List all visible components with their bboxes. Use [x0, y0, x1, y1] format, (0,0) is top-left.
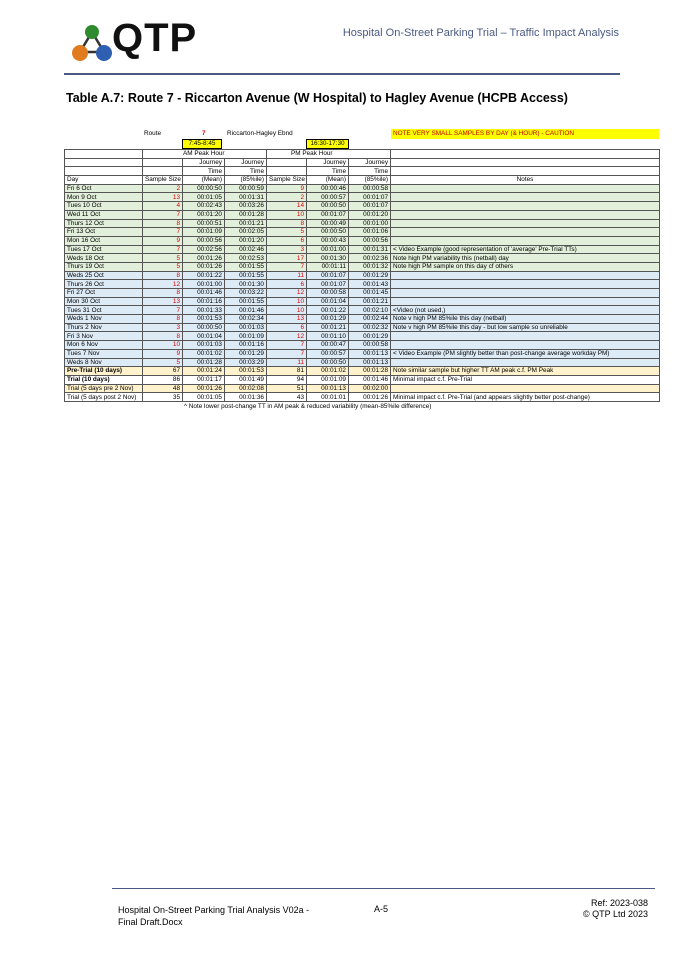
- footer-copyright: © QTP Ltd 2023: [582, 909, 648, 919]
- row-am-85ile: 00:01:46: [225, 306, 267, 315]
- row-am-sample-size: 3: [143, 323, 183, 332]
- footer-document-name: Hospital On-Street Parking Trial Analysis V02a - Final Draft.Docx: [118, 905, 310, 927]
- row-am-sample-size: 9: [143, 349, 183, 358]
- am-time-window: 7:45-8:45: [182, 139, 222, 149]
- row-notes: < Video Example (good representation of 'average' Pre-Trial TTs): [391, 245, 660, 254]
- row-am-85ile: 00:01:21: [225, 219, 267, 228]
- row-am-mean: 00:00:50: [183, 184, 225, 193]
- row-pm-mean: 00:00:58: [307, 289, 349, 298]
- column-header-row-2: [65, 167, 660, 176]
- table-row: [65, 245, 660, 254]
- table-row: [65, 332, 660, 341]
- row-day: Pre-Trial (10 days): [65, 367, 143, 376]
- row-am-85ile: 00:02:05: [225, 228, 267, 237]
- row-notes: [391, 193, 660, 202]
- table-row: [65, 262, 660, 271]
- table-row: [65, 228, 660, 237]
- row-am-mean: 00:01:05: [183, 393, 225, 402]
- row-notes: [391, 280, 660, 289]
- row-day: Fri 6 Oct: [65, 184, 143, 193]
- header-day: Day: [65, 176, 143, 185]
- row-am-85ile: 00:01:30: [225, 280, 267, 289]
- row-pm-85ile: 00:00:58: [349, 184, 391, 193]
- row-pm-sample-size: 13: [267, 315, 307, 324]
- header-am-mean: (Mean): [183, 176, 225, 185]
- row-pm-85ile: 00:00:56: [349, 236, 391, 245]
- row-am-sample-size: 8: [143, 332, 183, 341]
- row-pm-mean: 00:01:09: [307, 375, 349, 384]
- row-pm-mean: 00:00:47: [307, 341, 349, 350]
- row-pm-mean: 00:00:57: [307, 193, 349, 202]
- row-notes: <Video (not used,): [391, 306, 660, 315]
- row-pm-sample-size: 10: [267, 210, 307, 219]
- table-row: [65, 349, 660, 358]
- row-pm-85ile: 00:01:00: [349, 219, 391, 228]
- row-pm-sample-size: 94: [267, 375, 307, 384]
- row-am-85ile: 00:03:29: [225, 358, 267, 367]
- row-notes: [391, 210, 660, 219]
- row-pm-85ile: 00:01:32: [349, 262, 391, 271]
- row-pm-mean: 00:01:11: [307, 262, 349, 271]
- row-notes: Minimal impact c.f. Pre-Trial (and appears slightly better post-change): [391, 393, 660, 402]
- row-am-sample-size: 67: [143, 367, 183, 376]
- row-day: Mon 16 Oct: [65, 236, 143, 245]
- table-row: [65, 202, 660, 211]
- row-pm-sample-size: 11: [267, 358, 307, 367]
- row-pm-sample-size: 7: [267, 341, 307, 350]
- row-notes: [391, 271, 660, 280]
- row-day: Thurs 2 Nov: [65, 323, 143, 332]
- pm-time-window: 16:30-17:30: [306, 139, 349, 149]
- row-am-mean: 00:01:17: [183, 375, 225, 384]
- row-am-sample-size: 35: [143, 393, 183, 402]
- row-am-mean: 00:01:20: [183, 210, 225, 219]
- column-header-row-1: [65, 158, 660, 167]
- row-pm-sample-size: 6: [267, 236, 307, 245]
- header-time: Time: [349, 167, 391, 176]
- header-journey: Journey: [349, 158, 391, 167]
- table-row: [65, 280, 660, 289]
- row-pm-sample-size: 10: [267, 297, 307, 306]
- pm-peak-header: PM Peak Hour: [267, 150, 391, 159]
- row-pm-sample-size: 6: [267, 280, 307, 289]
- row-am-mean: 00:01:03: [183, 341, 225, 350]
- row-am-mean: 00:01:26: [183, 254, 225, 263]
- row-notes: [391, 332, 660, 341]
- row-pm-85ile: 00:01:07: [349, 193, 391, 202]
- row-pm-sample-size: 81: [267, 367, 307, 376]
- row-am-85ile: 00:03:26: [225, 202, 267, 211]
- header-pm-sample-size: Sample Size: [267, 176, 307, 185]
- row-pm-85ile: 00:01:13: [349, 349, 391, 358]
- row-pm-sample-size: 2: [267, 193, 307, 202]
- row-am-85ile: 00:01:29: [225, 349, 267, 358]
- row-am-85ile: 00:01:20: [225, 236, 267, 245]
- row-pm-sample-size: 9: [267, 184, 307, 193]
- table-row: [65, 315, 660, 324]
- row-pm-85ile: 00:01:07: [349, 202, 391, 211]
- row-notes: Minimal impact c.f. Pre-Trial: [391, 375, 660, 384]
- row-pm-85ile: 00:01:28: [349, 367, 391, 376]
- row-pm-mean: 00:01:29: [307, 315, 349, 324]
- row-pm-85ile: 00:01:13: [349, 358, 391, 367]
- row-am-sample-size: 7: [143, 306, 183, 315]
- row-day: Fri 27 Oct: [65, 289, 143, 298]
- row-day: Trial (5 days post 2 Nov): [65, 393, 143, 402]
- table-row: [65, 184, 660, 193]
- row-am-mean: 00:00:51: [183, 219, 225, 228]
- row-day: Weds 25 Oct: [65, 271, 143, 280]
- row-day: Tues 7 Nov: [65, 349, 143, 358]
- row-pm-sample-size: 7: [267, 349, 307, 358]
- row-day: Trial (5 days pre 2 Nov): [65, 384, 143, 393]
- route-number: 7: [202, 130, 206, 137]
- table-row: [65, 236, 660, 245]
- table-row: [65, 210, 660, 219]
- row-pm-sample-size: 51: [267, 384, 307, 393]
- footer-reference: [583, 898, 648, 920]
- row-am-85ile: 00:01:53: [225, 367, 267, 376]
- row-am-85ile: 00:01:09: [225, 332, 267, 341]
- row-pm-mean: 00:01:07: [307, 210, 349, 219]
- row-am-85ile: 00:01:31: [225, 193, 267, 202]
- row-am-sample-size: 9: [143, 236, 183, 245]
- row-am-mean: 00:01:53: [183, 315, 225, 324]
- row-am-85ile: 00:01:49: [225, 375, 267, 384]
- row-am-mean: 00:01:26: [183, 262, 225, 271]
- row-pm-mean: 00:00:50: [307, 358, 349, 367]
- row-pm-mean: 00:01:22: [307, 306, 349, 315]
- row-notes: [391, 236, 660, 245]
- row-day: Weds 8 Nov: [65, 358, 143, 367]
- row-pm-85ile: 00:01:21: [349, 297, 391, 306]
- row-pm-mean: 00:01:04: [307, 297, 349, 306]
- period-header-row: [65, 150, 660, 159]
- caution-note: NOTE VERY SMALL SAMPLES BY DAY (& HOUR) - CAUTION: [391, 129, 659, 139]
- row-pm-mean: 00:01:13: [307, 384, 349, 393]
- row-day: Fri 3 Nov: [65, 332, 143, 341]
- route-label: Route: [144, 130, 162, 137]
- footer-page-number: A-5: [374, 904, 389, 914]
- footer-divider: [112, 888, 655, 889]
- row-day: Weds 1 Nov: [65, 315, 143, 324]
- header-journey: Journey: [225, 158, 267, 167]
- row-notes: < Video Example (PM slightly better than post-change average workday PM): [391, 349, 660, 358]
- journey-time-table: [64, 149, 660, 402]
- table-row: [65, 219, 660, 228]
- row-am-sample-size: 5: [143, 358, 183, 367]
- row-pm-mean: 00:00:50: [307, 202, 349, 211]
- row-day: Fri 13 Oct: [65, 228, 143, 237]
- table-title: Table A.7: Route 7 - Riccarton Avenue (W Hospital) to Hagley Avenue (HCPB Access): [66, 91, 568, 105]
- row-am-mean: 00:01:04: [183, 332, 225, 341]
- table-row: [65, 367, 660, 376]
- row-pm-mean: 00:01:10: [307, 332, 349, 341]
- row-notes: [391, 289, 660, 298]
- row-am-sample-size: 13: [143, 297, 183, 306]
- row-am-85ile: 00:01:55: [225, 297, 267, 306]
- row-notes: [391, 228, 660, 237]
- row-am-mean: 00:01:33: [183, 306, 225, 315]
- row-am-sample-size: 48: [143, 384, 183, 393]
- header-am-sample-size: Sample Size: [143, 176, 183, 185]
- row-day: Tues 31 Oct: [65, 306, 143, 315]
- row-day: Thurs 19 Oct: [65, 262, 143, 271]
- row-pm-sample-size: 12: [267, 289, 307, 298]
- header-time: Time: [307, 167, 349, 176]
- table-row: [65, 254, 660, 263]
- row-pm-sample-size: 5: [267, 228, 307, 237]
- row-day: Weds 18 Oct: [65, 254, 143, 263]
- row-am-sample-size: 86: [143, 375, 183, 384]
- row-pm-sample-size: 3: [267, 245, 307, 254]
- row-pm-mean: 00:01:00: [307, 245, 349, 254]
- row-notes: Note similar sample but higher TT AM peak c.f. PM Peak: [391, 367, 660, 376]
- row-am-85ile: 00:01:03: [225, 323, 267, 332]
- row-day: Tues 10 Oct: [65, 202, 143, 211]
- row-pm-85ile: 00:01:46: [349, 375, 391, 384]
- row-am-85ile: 00:02:08: [225, 384, 267, 393]
- header-time: Time: [225, 167, 267, 176]
- row-am-sample-size: 8: [143, 315, 183, 324]
- row-am-sample-size: 8: [143, 271, 183, 280]
- row-am-sample-size: 7: [143, 245, 183, 254]
- row-pm-85ile: 00:02:10: [349, 306, 391, 315]
- row-am-mean: 00:01:09: [183, 228, 225, 237]
- row-pm-85ile: 00:01:26: [349, 393, 391, 402]
- header-divider: [64, 73, 620, 75]
- row-pm-mean: 00:01:07: [307, 280, 349, 289]
- row-pm-mean: 00:01:21: [307, 323, 349, 332]
- row-pm-sample-size: 43: [267, 393, 307, 402]
- row-am-85ile: 00:01:55: [225, 262, 267, 271]
- header-pm-mean: (Mean): [307, 176, 349, 185]
- row-pm-mean: 00:00:43: [307, 236, 349, 245]
- row-notes: [391, 384, 660, 393]
- row-day: Trial (10 days): [65, 375, 143, 384]
- row-pm-mean: 00:01:30: [307, 254, 349, 263]
- row-notes: Note high PM sample on this day cf others: [391, 262, 660, 271]
- row-pm-sample-size: 8: [267, 219, 307, 228]
- row-notes: [391, 358, 660, 367]
- row-pm-mean: 00:00:46: [307, 184, 349, 193]
- header-journey: Journey: [183, 158, 225, 167]
- row-am-mean: 00:01:02: [183, 349, 225, 358]
- row-pm-sample-size: 11: [267, 271, 307, 280]
- row-pm-85ile: 00:01:29: [349, 332, 391, 341]
- table-row: [65, 289, 660, 298]
- route-row: [64, 129, 664, 139]
- table-row: [65, 341, 660, 350]
- row-pm-85ile: 00:02:00: [349, 384, 391, 393]
- row-am-mean: 00:01:28: [183, 358, 225, 367]
- row-notes: [391, 219, 660, 228]
- table-row: [65, 358, 660, 367]
- row-am-sample-size: 7: [143, 228, 183, 237]
- row-notes: [391, 202, 660, 211]
- row-pm-mean: 00:01:01: [307, 393, 349, 402]
- logo-text: QTP: [112, 16, 198, 60]
- row-notes: [391, 297, 660, 306]
- row-am-mean: 00:01:46: [183, 289, 225, 298]
- header-am-85ile: (85%ile): [225, 176, 267, 185]
- row-pm-sample-size: 17: [267, 254, 307, 263]
- row-am-sample-size: 10: [143, 341, 183, 350]
- table-row: [65, 306, 660, 315]
- row-am-85ile: 00:01:16: [225, 341, 267, 350]
- row-day: Thurs 26 Oct: [65, 280, 143, 289]
- row-day: Thurs 12 Oct: [65, 219, 143, 228]
- row-am-mean: 00:00:56: [183, 236, 225, 245]
- header-notes: Notes: [391, 176, 660, 185]
- row-notes: [391, 184, 660, 193]
- row-am-mean: 00:01:26: [183, 384, 225, 393]
- table-row: [65, 384, 660, 393]
- table-row: [65, 297, 660, 306]
- column-header-row-3: [65, 176, 660, 185]
- row-am-sample-size: 12: [143, 280, 183, 289]
- row-am-sample-size: 8: [143, 219, 183, 228]
- row-am-85ile: 00:03:22: [225, 289, 267, 298]
- row-am-85ile: 00:02:34: [225, 315, 267, 324]
- row-notes: [391, 341, 660, 350]
- row-am-mean: 00:01:22: [183, 271, 225, 280]
- row-am-sample-size: 4: [143, 202, 183, 211]
- row-am-sample-size: 5: [143, 254, 183, 263]
- row-am-85ile: 00:00:59: [225, 184, 267, 193]
- row-pm-sample-size: 14: [267, 202, 307, 211]
- row-pm-mean: 00:00:50: [307, 228, 349, 237]
- table-row: [65, 193, 660, 202]
- row-day: Mon 6 Nov: [65, 341, 143, 350]
- row-am-mean: 00:01:00: [183, 280, 225, 289]
- table-row: [65, 271, 660, 280]
- row-pm-mean: 00:01:02: [307, 367, 349, 376]
- row-pm-sample-size: 6: [267, 323, 307, 332]
- row-am-85ile: 00:01:36: [225, 393, 267, 402]
- row-pm-85ile: 00:02:36: [349, 254, 391, 263]
- row-am-mean: 00:01:05: [183, 193, 225, 202]
- row-am-mean: 00:01:16: [183, 297, 225, 306]
- row-am-sample-size: 7: [143, 210, 183, 219]
- route-name: Riccarton-Hagley Ebnd: [227, 130, 293, 137]
- row-am-mean: 00:02:43: [183, 202, 225, 211]
- data-sheet: [64, 129, 664, 410]
- row-day: Mon 30 Oct: [65, 297, 143, 306]
- row-notes: Note high PM variability this (netball) day: [391, 254, 660, 263]
- row-day: Wed 11 Oct: [65, 210, 143, 219]
- row-notes: Note v high PM 85%ile this day (netball): [391, 315, 660, 324]
- row-am-mean: 00:00:50: [183, 323, 225, 332]
- header-journey: Journey: [307, 158, 349, 167]
- row-am-85ile: 00:01:28: [225, 210, 267, 219]
- row-am-sample-size: 5: [143, 262, 183, 271]
- row-pm-85ile: 00:01:31: [349, 245, 391, 254]
- row-am-85ile: 00:02:53: [225, 254, 267, 263]
- table-row: [65, 323, 660, 332]
- row-pm-sample-size: 12: [267, 332, 307, 341]
- row-am-85ile: 00:01:55: [225, 271, 267, 280]
- row-pm-mean: 00:01:07: [307, 271, 349, 280]
- row-am-mean: 00:02:56: [183, 245, 225, 254]
- row-pm-mean: 00:00:57: [307, 349, 349, 358]
- header-pm-85ile: (85%ile): [349, 176, 391, 185]
- row-am-mean: 00:01:24: [183, 367, 225, 376]
- row-am-85ile: 00:02:46: [225, 245, 267, 254]
- row-pm-85ile: 00:02:44: [349, 315, 391, 324]
- time-window-row: [64, 139, 664, 149]
- table-row: [65, 375, 660, 384]
- row-pm-85ile: 00:00:58: [349, 341, 391, 350]
- footer-ref: Ref: 2023-038: [590, 898, 648, 908]
- row-am-sample-size: 13: [143, 193, 183, 202]
- row-pm-sample-size: 7: [267, 262, 307, 271]
- row-pm-85ile: 00:01:06: [349, 228, 391, 237]
- am-peak-header: AM Peak Hour: [143, 150, 267, 159]
- row-am-sample-size: 2: [143, 184, 183, 193]
- row-pm-85ile: 00:01:43: [349, 280, 391, 289]
- row-notes: Note v high PM 85%ile this day - but low sample so unreliable: [391, 323, 660, 332]
- row-pm-85ile: 00:02:32: [349, 323, 391, 332]
- header-time: Time: [183, 167, 225, 176]
- row-am-sample-size: 8: [143, 289, 183, 298]
- row-day: Mon 9 Oct: [65, 193, 143, 202]
- document-header-title: Hospital On-Street Parking Trial – Traffic Impact Analysis: [342, 27, 619, 39]
- row-pm-mean: 00:00:49: [307, 219, 349, 228]
- row-pm-85ile: 00:01:45: [349, 289, 391, 298]
- row-day: Tues 17 Oct: [65, 245, 143, 254]
- row-pm-85ile: 00:01:20: [349, 210, 391, 219]
- row-pm-85ile: 00:01:29: [349, 271, 391, 280]
- table-row: [65, 393, 660, 402]
- row-pm-sample-size: 10: [267, 306, 307, 315]
- table-footnote: ^ Note lower post-change TT in AM peak & reduced variability (mean-85%ile difference): [184, 402, 432, 410]
